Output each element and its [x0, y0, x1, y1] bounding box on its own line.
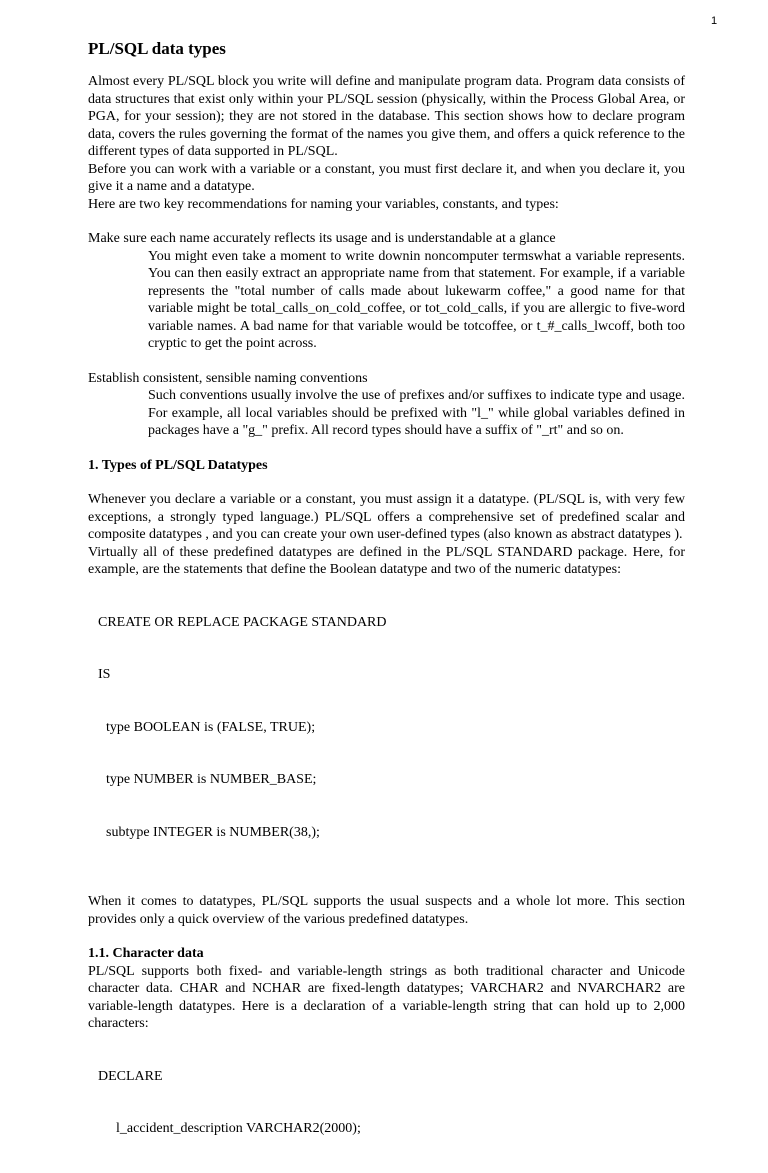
code-block [88, 579, 685, 877]
intro-paragraph: Before you can work with a variable or a constant, you must first declare it, and when you declare it, you give it a name and a datatype. [88, 161, 685, 194]
section-heading: 1. Types of PL/SQL Datatypes [88, 457, 268, 473]
document-body [88, 39, 685, 1173]
intro-paragraph: Almost every PL/SQL block you write will define and manipulate program data. Program data consists of data structures that exist only within your PL/SQL session (physically, within the Process Global Area, or PGA, for your session); they are not stored in the database. This section shows how to declare program data, covers the rules governing the format of the names you give them, and offers a quick reference to the different types of data supported in PL/SQL. [88, 74, 685, 159]
section-paragraph: Virtually all of these predefined datatypes are defined in the PL/SQL STANDARD package. Here, for example, are the statements that define the Boolean datatype and two of the numeric datatypes: [88, 544, 685, 577]
section-paragraph: PL/SQL supports both fixed- and variable-length strings as both traditional character and Unicode character data. CHAR and NCHAR are fixed-length datatypes; VARCHAR2 and NVARCHAR2 are variable-length datatypes. Here is a declaration of a variable-length string that can hold up to 2,000 characters: [88, 963, 685, 1031]
code-line: subtype INTEGER is NUMBER(38,); [106, 824, 320, 840]
code-line: DECLARE [98, 1068, 163, 1084]
intro-paragraph: Here are two key recommendations for naming your variables, constants, and types: [88, 196, 559, 212]
section-paragraph: When it comes to datatypes, PL/SQL supports the usual suspects and a whole lot more. This section provides only a quick overview of the various predefined datatypes. [88, 894, 685, 927]
code-line: type NUMBER is NUMBER_BASE; [106, 772, 317, 787]
recommendation-body: You might even take a moment to write downin noncomputer termswhat a variable represents. You can then easily extract an appropriate name from that statement. For example, if a variable represents the "total number of calls made about lukewarm coffee," a good name for that variable might be total_calls_on_cold_coffee, or tot_cold_calls, if you are allergic to five-word variable names. A bad name for that variable would be totcoffee, or t_#_calls_lwcoff, both too cryptic to get the point across. [148, 248, 685, 351]
code-line: l_accident_description VARCHAR2(2000); [116, 1121, 361, 1136]
code-block [88, 1033, 685, 1173]
recommendation-heading: Make sure each name accurately reflects its usage and is understandable at a glance [88, 231, 556, 246]
document-title: PL/SQL data types [88, 39, 226, 58]
recommendation-heading: Establish consistent, sensible naming conventions [88, 370, 368, 386]
recommendation-body: Such conventions usually involve the use of prefixes and/or suffixes to indicate type and usage. For example, all local variables should be prefixed with "l_" while global variables defined in packages have a "g_" prefix. All record types should have a suffix of "_rt" and so on. [148, 388, 685, 438]
page-number: 1 [711, 15, 718, 27]
section-paragraph: Whenever you declare a variable or a constant, you must assign it a datatype. (PL/SQL is, with very few exceptions, a strongly typed language.) PL/SQL offers a comprehensive set of predefined scalar and composite datatypes , and you can create your own user-defined types (also known as abstract datatypes ). [88, 492, 685, 542]
subsection-heading: 1.1. Character data [88, 946, 204, 961]
code-line: IS [98, 667, 111, 682]
code-line: type BOOLEAN is (FALSE, TRUE); [106, 719, 316, 735]
code-line: CREATE OR REPLACE PACKAGE STANDARD [98, 614, 387, 630]
